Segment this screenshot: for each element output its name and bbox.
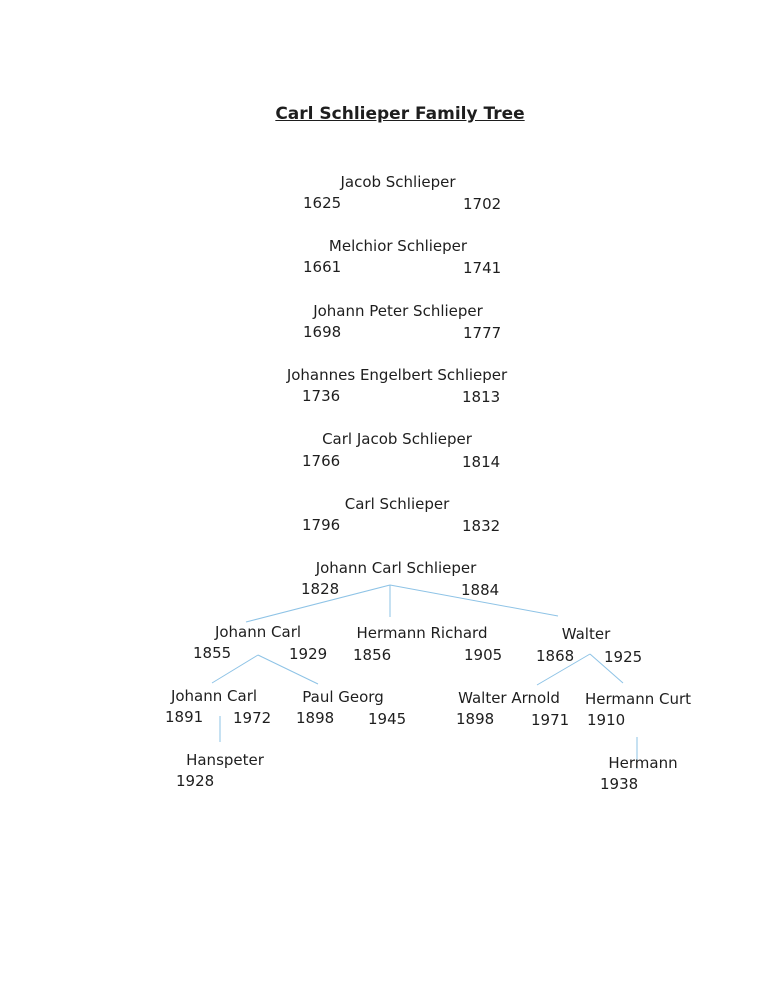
person-name: Johann Carl — [170, 687, 258, 705]
person-birth-year: 1910 — [587, 711, 626, 729]
person-death-year: 1905 — [464, 646, 503, 664]
person-name: Hanspeter — [186, 751, 264, 769]
person-death-year: 1945 — [368, 710, 407, 728]
person-birth-year: 1736 — [302, 387, 341, 405]
person-name: Jacob Schlieper — [340, 173, 456, 191]
person-name: Carl Jacob Schlieper — [322, 430, 472, 448]
person-birth-year: 1766 — [302, 452, 341, 470]
person-name: Hermann Curt — [584, 690, 692, 708]
person-death-year: 1884 — [461, 581, 500, 599]
person-death-year: 1972 — [233, 709, 272, 727]
person-death-year: 1929 — [289, 645, 328, 663]
person-death-year: 1777 — [463, 324, 502, 342]
person-name: Walter Arnold — [458, 689, 560, 707]
page-title: Carl Schlieper Family Tree — [275, 104, 525, 124]
person-name: Johann Carl — [214, 623, 302, 641]
person-name: Johann Peter Schlieper — [313, 302, 483, 320]
person-birth-year: 1855 — [193, 644, 232, 662]
person-birth-year: 1938 — [600, 775, 639, 793]
person-birth-year: 1898 — [296, 709, 335, 727]
person-birth-year: 1868 — [536, 647, 575, 665]
person-name: Johannes Engelbert Schlieper — [286, 366, 508, 384]
person-birth-year: 1891 — [165, 708, 204, 726]
person-name: Carl Schlieper — [344, 495, 450, 513]
person-name: Johann Carl Schlieper — [315, 559, 477, 577]
person-birth-year: 1698 — [303, 323, 342, 341]
person-death-year: 1925 — [604, 648, 643, 666]
person-birth-year: 1898 — [456, 710, 495, 728]
person-death-year: 1741 — [463, 259, 502, 277]
person-birth-year: 1928 — [176, 772, 215, 790]
person-birth-year: 1856 — [353, 646, 392, 664]
person-name: Hermann — [608, 754, 678, 772]
person-name: Paul Georg — [302, 688, 384, 706]
person-birth-year: 1625 — [303, 194, 342, 212]
person-death-year: 1832 — [462, 517, 501, 535]
person-death-year: 1813 — [462, 388, 501, 406]
person-name: Hermann Richard — [356, 624, 488, 642]
person-death-year: 1702 — [463, 195, 502, 213]
person-birth-year: 1796 — [302, 516, 341, 534]
person-name: Melchior Schlieper — [328, 237, 468, 255]
person-name: Walter — [561, 625, 611, 643]
person-death-year: 1971 — [531, 711, 570, 729]
person-birth-year: 1661 — [303, 258, 342, 276]
person-death-year: 1814 — [462, 453, 501, 471]
person-birth-year: 1828 — [301, 580, 340, 598]
